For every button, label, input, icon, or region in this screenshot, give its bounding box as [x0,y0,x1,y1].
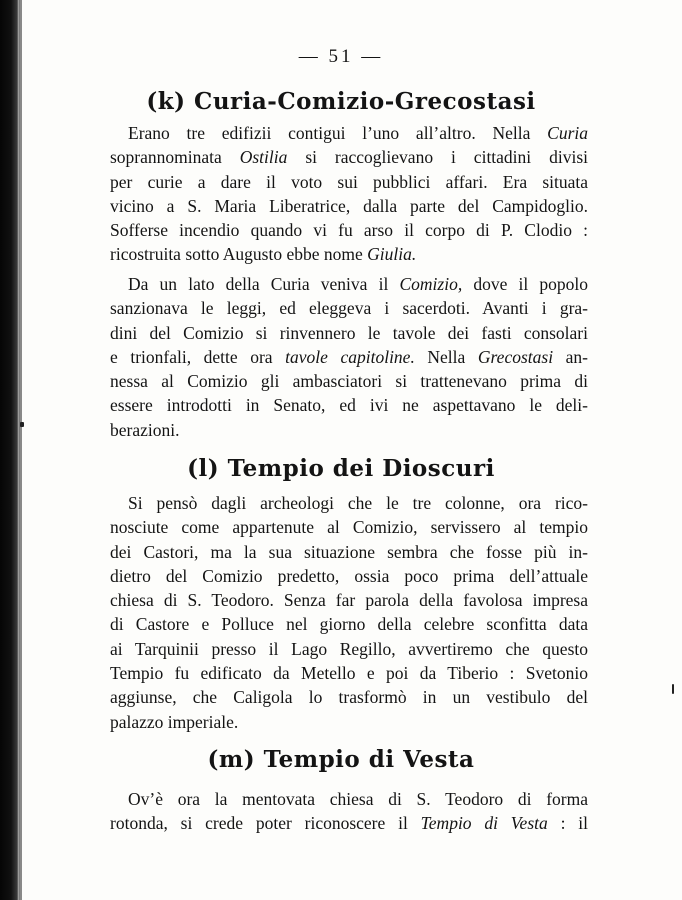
text-line [110,710,588,734]
text-run: vicino a S. Maria Liberatrice, dalla parte del Campidoglio. [110,195,588,216]
text-run: Si pensò dagli archeologi che le tre colonne, ora rico- [128,493,588,513]
section-heading-dioscuri: (l) Tempio dei Dioscuri [187,455,495,482]
text-line [110,369,588,393]
italic-term: Ostilia [239,147,288,168]
text-line [110,121,588,145]
text-run: soprannominata [110,147,240,168]
section-heading-vesta: (m) Tempio di Vesta [207,746,475,773]
text-line [110,685,588,709]
text-run: Tempio fu edificato da Metello e poi da Tiberio : Svetonio [110,663,588,684]
section-heading-curia: (k) Curia-Comizio-Grecostasi [146,88,536,115]
paragraph-dioscuri [110,491,588,734]
text-line [110,272,588,296]
text-run: Nella [414,346,478,367]
text-line [110,811,588,835]
text-run: Da un lato della Curia veniva il [128,274,400,294]
text-run: Erano tre edifizii contigui l’uno all’altro. Nella [128,123,548,143]
text-run: dini del Comizio si rinvennero le tavole dei fasti consolari [110,322,588,343]
text-line [110,296,588,320]
paragraph-vesta [110,787,588,836]
text-line [110,321,588,345]
text-run: chiesa di S. Teodoro. Senza far parola della favolosa impresa [110,590,588,611]
text-run: dove il popolo [462,274,589,294]
italic-term: Giulia. [367,244,417,265]
text-run: dei Castori, ma la sua situazione sembra che fosse più in- [110,541,588,562]
text-line [110,612,588,636]
text-run: ricostruita sotto Augusto ebbe nome [110,244,368,265]
text-run: per curie a dare il voto sui pubblici affari. Era situata [110,171,588,192]
text-line [110,491,588,515]
text-run: dietro del Comizio predetto, ossia poco prima dell’attuale [110,565,588,586]
text-line [110,218,588,242]
text-run: : il [547,813,588,834]
text-run: sanzionava le leggi, ed eleggeva i sacerdoti. Avanti i gra- [110,298,588,319]
text-line [110,515,588,539]
text-line [110,242,588,266]
text-line [110,194,588,218]
page-number: — 51 — [298,46,384,67]
text-run: aggiunse, che Caligola lo trasformò in un vestibulo del [110,687,588,708]
scan-speck [20,422,24,427]
text-line [110,787,588,811]
italic-term: Curia [547,123,588,143]
text-line [110,661,588,685]
text-line [110,393,588,417]
italic-term: Grecostasi [477,346,554,367]
text-run: Sofferse incendio quando vi fu arso il corpo di P. Clodio : [110,220,588,241]
text-run: an- [553,346,588,367]
paragraph-curia-1 [110,121,588,267]
text-line [110,418,588,442]
text-run: e trionfali, dette ora [110,346,286,367]
text-run: essere introdotti in Senato, ed ivi ne aspettavano le deli- [110,395,588,416]
text-line [110,345,588,369]
scan-speck [672,684,674,694]
text-run: Ov’è ora la mentovata chiesa di S. Teodoro di forma [128,789,588,809]
text-line [110,540,588,564]
text-run: nessa al Comizio gli ambasciatori si trattenevano prima di [110,371,588,392]
text-line [110,170,588,194]
text-line [110,564,588,588]
text-run: di Castore e Polluce nel giorno della celebre sconfitta data [110,614,588,635]
italic-term: Tempio di Vesta [420,813,548,834]
text-run: nosciute come appartenute al Comizio, servissero al tempio [110,517,588,538]
text-line [110,145,588,169]
text-run: berazioni. [110,419,180,440]
text-run: rotonda, si crede poter riconoscere il [110,813,421,834]
text-line [110,637,588,661]
text-run: si raccoglievano i cittadini divisi [287,147,588,168]
italic-term: Comizio, [399,274,463,294]
text-run: palazzo imperiale. [110,711,239,732]
italic-term: tavole capitoline. [285,346,415,367]
text-run: ai Tarquinii presso il Lago Regillo, avvertiremo che questo [110,638,588,659]
text-line [110,588,588,612]
paragraph-curia-2 [110,272,588,442]
